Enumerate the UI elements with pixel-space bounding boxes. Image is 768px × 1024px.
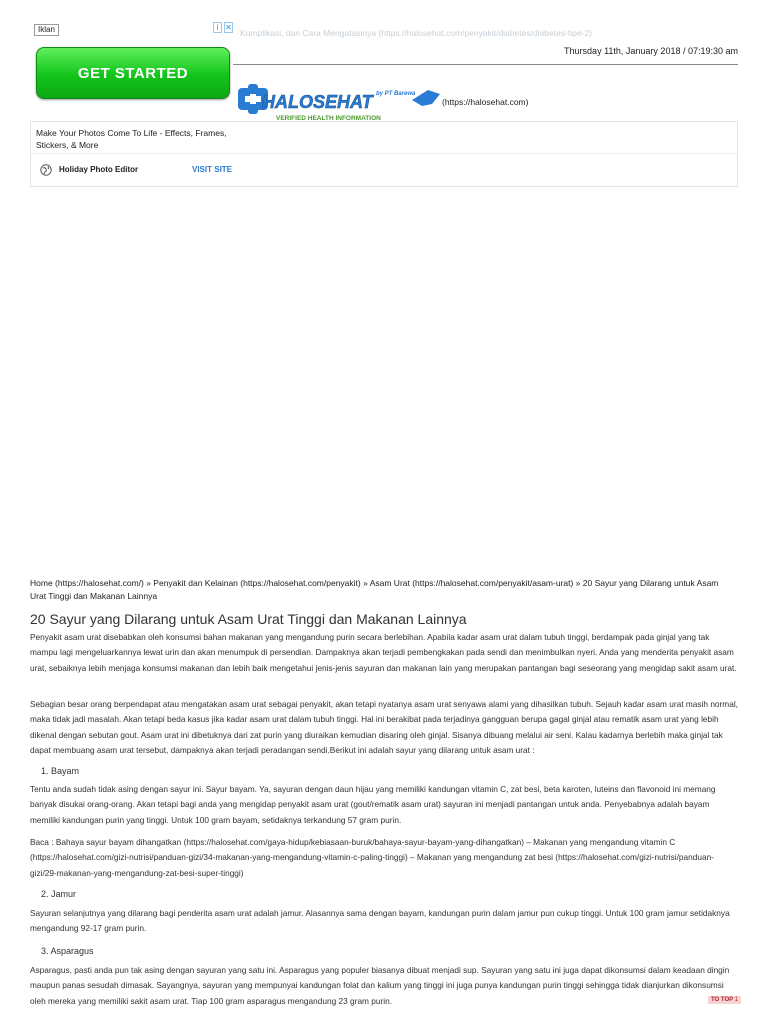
article-paragraph: Tentu anda sudah tidak asing dengan sayur ini. Sayur bayam. Ya, sayuran dengan daun hijau yang memiliki kandungan vitamin C, zat besi, beta karoten, luteins dan flavonoid ini memang banyak disukai orang-orang. Akan tetapi bagi anda yang mengidap penyakit asam urat (gout/rematik asam urat) sayuran ini menjadi pantangan untuk anda. Penyebabnya adalah bayam memiliki kandungan purin yang tinggi. Untuk 100 gram bayam, setidaknya terkandung 57 gram purin. (30, 784, 716, 825)
to-top-number: 1 (734, 997, 739, 1003)
breadcrumb[interactable]: Home (https://halosehat.com/) » Penyakit dan Kelainan (https://halosehat.com/penyakit) » Asam Urat (https://halosehat.com/penyakit/asam-urat) » 20 Sayur yang Dilarang untuk Asam Urat Tinggi dan Makanan Lainnya (30, 578, 719, 601)
get-started-button[interactable]: GET STARTED (36, 47, 230, 99)
logo-url[interactable]: (https://halosehat.com) (442, 97, 529, 107)
adchoices-icons[interactable] (213, 22, 233, 32)
adchoices-info-icon[interactable]: i (213, 22, 222, 33)
site-logo[interactable] (236, 84, 444, 124)
article-paragraph: Penyakit asam urat disebabkan oleh konsumsi bahan makanan yang mengandung purin secara berlebihan. Apabila kadar asam urat dalam tubuh tinggi, berdampak pada ginjal yang tak mampu lagi mengeluarkannya lewat urin dan akan menumpuk di persendian. Dampaknya akan terjadi pembengkakan pada sendi dan menimbulkan nyeri. Anda yang menderita penyakit asam urat, sebaiknya lebih menjaga konsumsi makanan dan lebih baik mengetahui jenis-jenis sayuran dan makanan lain yang merupakan pantangan bagi seseorang yang mengidap sakit asam urat. (30, 632, 737, 673)
related-links[interactable]: Baca : Bahaya sayur bayam dihangatkan (https://halosehat.com/gaya-hidup/kebiasaan-buruk/bahaya-sayur-bayam-yang-dihangatkan) – Makanan yang mengandung vitamin C (https://halosehat.com/gizi-nutrisi/panduan-gizi/34-makanan-yang-mengandung-vitamin-c-paling-tinggi) – Makanan yang mengandung zat besi (https://halosehat.com/gizi-nutrisi/panduan-gizi/29-makanan-yang-mengandung-zat-besi-super-tinggi) (30, 837, 714, 878)
article-paragraph: Sebagian besar orang berpendapat atau mengatakan asam urat sebagai penyakit, akan tetapi nyatanya asam urat senyawa alami yang dihasilkan tubuh. Sejauh kadar asam urat masih normal, maka tidak jadi masalah. Akan tetapi beda kasus jika kadar asam urat dalam tubuh tinggi. Hal ini berakibat pada terjadinya gangguan berupa gagal ginjal atau rematik asam urat yang lebih dikenal dengan sebutan gout. Asam urat ini dibetuknya dari zat purin yang diuraikan kemudian disaring oleh ginjal. Sisanya dibuang melalui air seni. Kalau kadarnya berlebih maka ginjal tak dapat membuang asam urat tersebut, dampaknya akan terjadi peradangan sendi.Berikut ini adalah sayur yang dilarang untuk asam urat : (30, 699, 738, 755)
to-top-label: TO TOP (711, 997, 734, 1003)
logo-wordmark: HALOSEHAT (262, 92, 373, 112)
article-paragraph: Asparagus, pasti anda pun tak asing dengan sayuran yang satu ini. Asparagus yang populer biasanya dibuat menjadi sup. Sayuran yang satu ini juga dapat dikonsumsi dalam keadaan dingin maupun panas sesudah dimasak. Sayangnya, sayuran yang mempunyai kandungan folat dan kalium yang tinggi ini juga punya kandungan purin tinggi sehingga tidak dianjurkan dikonsumsi oleh mereka yang memiliki sakit asam urat. Tiap 100 gram asparagus mengandung 23 gram purin. (30, 965, 730, 1006)
header-divider (233, 64, 738, 65)
logo-byline: by PT Barewa (376, 91, 416, 97)
adchoices-close-icon[interactable]: ✕ (225, 23, 232, 32)
article-title: 20 Sayur yang Dilarang untuk Asam Urat Tinggi dan Makanan Lainnya (30, 611, 467, 627)
article-paragraph: Sayuran selanjutnya yang dilarang bagi penderita asam urat adalah jamur. Alasannya sama dengan bayam, kandungan purin dalam jamur pun cukup tinggi. Untuk 100 gram jamur setidaknya mengandung 92-17 gram purin. (30, 908, 730, 934)
globe-icon (40, 164, 52, 176)
ad-divider (30, 153, 738, 154)
header-datetime: Thursday 11th, January 2018 / 07:19:30 am (564, 46, 738, 56)
logo-tagline: VERIFIED HEALTH INFORMATION (276, 115, 381, 122)
ad-brand[interactable]: Holiday Photo Editor (59, 165, 139, 174)
list-item-jamur: 2. Jamur (41, 889, 77, 899)
faded-article-link[interactable]: Komplikasi, dan Cara Mengatasinya (https://halosehat.com/penyakit/diabetes/diabetes-tipe-2) (240, 28, 592, 38)
to-top-badge[interactable] (708, 996, 741, 1004)
list-item-asparagus: 3. Asparagus (41, 946, 94, 956)
logo-hand-icon (412, 90, 440, 106)
ad-headline[interactable]: Make Your Photos Come To Life - Effects, Frames, Stickers, & More (36, 128, 227, 150)
list-item-bayam: 1. Bayam (41, 766, 80, 776)
ad-label: Iklan (34, 24, 59, 36)
visit-site-link[interactable]: VISIT SITE (192, 165, 233, 174)
